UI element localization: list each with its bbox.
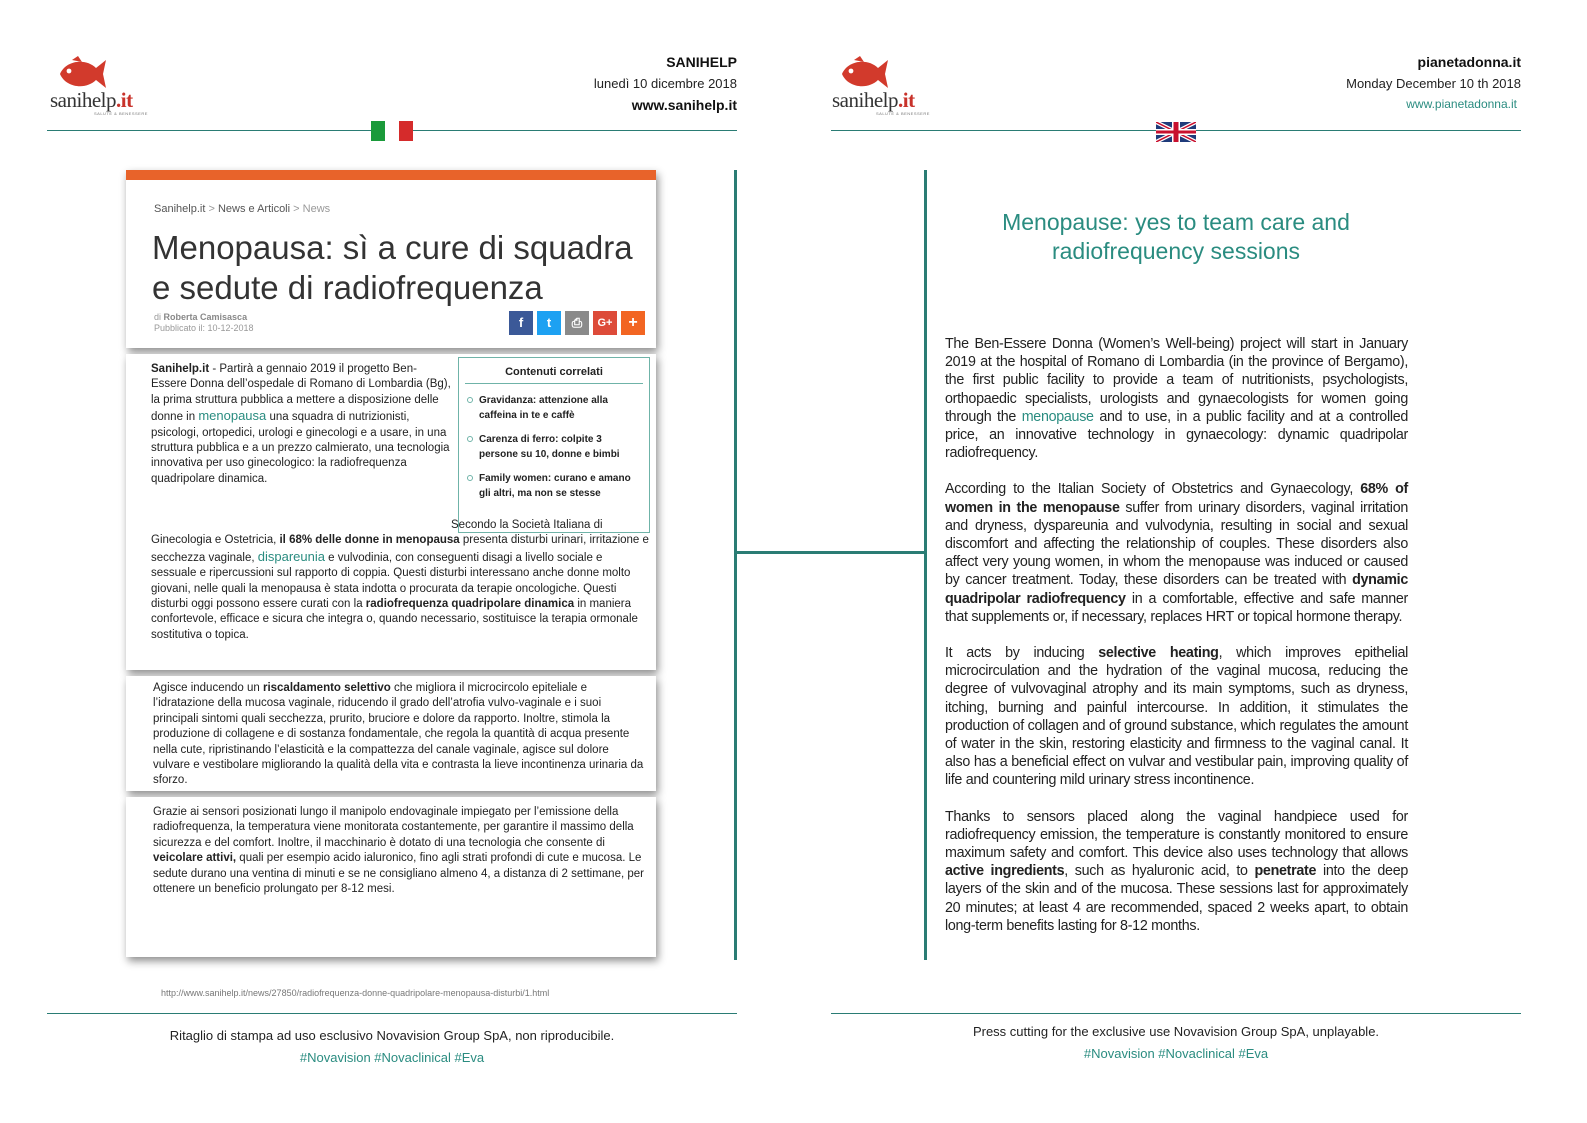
sanihelp-logo: sanihelp.it SALUTE & BENESSERE <box>50 56 150 114</box>
related-item[interactable]: Family women: curano e amano gli altri, ma non se stesse <box>465 471 643 501</box>
paragraph-2: Secondo la Società Italiana di Ginecologia e Ostetricia, il 68% delle donne in menopausa presenta disturbi urinari, irritazione e secchezza vaginale, dispareunia e vulvodinia, con conseguenti disagi a livello sociale e sessuale e ripercussioni sul rapporto di coppia. Questi disturbi interessano anche donne molto giovani, nelle quali la menopausa è stata indotta o procurata da terapie oncologiche. Questi disturbi oggi possono essere curati con la radiofrequenza quadripolare dinamica in maniera confortevole, efficace e sicura che integra o, quando necessario, sostituisce la terapia ormonale sostitutiva o topica. <box>151 519 649 641</box>
connector-line <box>736 551 926 554</box>
source-header <box>594 54 737 113</box>
source-site: www.pianetadonna.it <box>1406 97 1517 111</box>
breadcrumb-section[interactable]: News e Articoli <box>217 203 291 215</box>
footer <box>47 1025 737 1069</box>
breadcrumb: Sanihelp.it > News e Articoli > News <box>154 203 331 215</box>
article-title: Menopausa: sì a cure di squadra e sedute di radiofrequenza <box>152 229 633 306</box>
paragraph-4: Grazie ai sensori posizionati lungo il manipolo endovaginale impiegato per l’emissione della radiofrequenza, la temperatura viene monitorata costantemente, per garantire il massimo della sicurezza e del comfort. Inoltre, il macchinario è dotato di una tecnologia che consente di veicolare attivi, quali per esempio acido ialuronico, fino agli strati profondi di cute e mucosa. Le sedute durano una ventina di minuti e se ne consigliano almeno 4, a distanza di 2 settimane, per ottenere un beneficio prolungato per 8-12 mesi. <box>153 806 644 896</box>
paragraph-4: Thanks to sensors placed along the vaginal handpiece used for radiofrequency emission, the temperature is constantly monitored to ensure maximum safety and comfort. This device also uses technology that allows active ingredients, such as hyaluronic acid, to penetrate into the deep layers of the skin and of the mucosa. These sessions last for approximately 20 minutes; at least 4 are recommended, spaced 2 weeks apart, to obtain long-term benefits lasting for 8-12 months. <box>945 808 1408 934</box>
source-url[interactable]: http://www.sanihelp.it/news/27850/radiofrequenza-donne-quadripolare-menopausa-disturbi/1.html <box>161 988 550 998</box>
byline: di Roberta Camisasca Pubblicato il: 10-12-2018 <box>154 312 254 333</box>
google-plus-icon[interactable]: G+ <box>593 311 617 335</box>
breadcrumb-home[interactable]: Sanihelp.it <box>154 203 206 215</box>
right-divider-line <box>924 170 927 960</box>
menopausa-link[interactable]: menopausa <box>198 408 267 424</box>
footer-hashtags: #Novavision #Novaclinical #Eva <box>1083 1046 1269 1061</box>
footer-hashtags: #Novavision #Novaclinical #Eva <box>299 1050 485 1065</box>
footer-note: Press cutting for the exclusive use Novavision Group SpA, unplayable. <box>972 1024 1380 1039</box>
italian-flag-icon <box>371 121 413 141</box>
english-body <box>945 335 1408 953</box>
article-body-card-3 <box>126 797 656 957</box>
twitter-icon[interactable]: t <box>537 311 561 335</box>
footer-note: Ritaglio di stampa ad uso esclusivo Novavision Group SpA, non riproducibile. <box>169 1028 615 1043</box>
paragraph-3: Agisce inducendo un riscaldamento selettivo che migliora il microcircolo epiteliale e l’idratazione della mucosa vaginale, riducendo il grado dell’atrofia vulvo-vaginale e i suoi principali sintomi quali secchezza, prurito, bruciore e dolore da rapporto. Inoltre, stimola la produzione di collagene e di sostanza fondamentale, che regola la quantità di acqua presente nella cute, ripristinando l’elasticità e la compattezza del canale vaginale, agisce sul dolore vulvare e vestibolare migliorando la qualità della vita e contrasta la lieve incontinenza urinaria da sforzo. <box>153 682 644 787</box>
left-divider-line <box>734 170 737 960</box>
related-item[interactable]: Gravidanza: attenzione alla caffeina in te e caffè <box>465 393 643 423</box>
uk-flag-icon <box>1156 122 1196 142</box>
footer-rule <box>831 1013 1521 1014</box>
related-content-box <box>458 357 650 533</box>
paragraph-1: Sanihelp.it - Partirà a gennaio 2019 il progetto Ben-Essere Donna dell’ospedale di Romano di Lombardia (Bg), la prima struttura pubblica a mettere a disposizione delle donne in menopausa una squadra di nutrizionisti, psicologi, ortopedici, urologi e ginecologi e a usare, in una struttura pubblica e a un prezzo calmierato, una tecnologia innovativa per uso ginecologico: la radiofrequenza quadripolare dinamica. <box>151 363 451 485</box>
sanihelp-logo: sanihelp.it SALUTE & BENESSERE <box>832 56 932 114</box>
paragraph-1: The Ben-Essere Donna (Women’s Well-being) project will start in January 2019 at the hospital of Romano di Lombardia (in the province of Bergamo), the first public facility to provide a team of nutritionists, psychologists, orthopaedic specialists, urologists and gynaecologists for women going through the menopause and to use, in a public facility and at a controlled price, an innovative technology in gynaecology: dynamic quadripolar radiofrequency. <box>945 336 1409 462</box>
more-share-icon[interactable]: + <box>621 311 645 335</box>
print-icon[interactable]: ⎙ <box>565 311 589 335</box>
fish-icon <box>838 56 890 92</box>
paragraph-2: According to the Italian Society of Obstetrics and Gynaecology, 68% of women in the menopause suffer from urinary disorders, vaginal irritation and dryness, dyspareunia and vulvodynia, resulting in social and sexual discomfort and affecting the relationship of couples. These disorders also affect very young women, in whom the menopause was induced or caused by cancer treatment. Today, these disorders can be treated with dynamic quadripolar radiofrequency in a comfortable, effective and safe manner that supplements or, if necessary, replaces HRT or topical hormone therapy. <box>945 481 1408 625</box>
orange-top-bar <box>126 170 656 180</box>
dispareunia-link[interactable]: dispareunia <box>257 548 325 564</box>
source-site: www.sanihelp.it <box>631 97 737 113</box>
paragraph-3: It acts by inducing selective heating, which improves epithelial microcirculation and the hydration of the vaginal mucosa, reducing the degree of vulvovaginal atrophy and its main symptoms, such as dryness, itching, burning and painful intercourse. In addition, it stimulates the production of collagen and of ground substance, which regulates the amount of water in the skin, restoring elasticity and firmness to the vaginal canal. It also has a beneficial effect on vulvar and vestibular pain, improving quality of life and countering mild urinary stress incontinence. <box>945 645 1408 789</box>
footer <box>831 1021 1521 1065</box>
source-name: SANIHELP <box>666 54 737 70</box>
related-title: Contenuti correlati <box>465 358 643 384</box>
breadcrumb-current[interactable]: News <box>302 203 331 215</box>
article-body-card-2 <box>126 676 656 791</box>
fish-icon <box>56 56 108 92</box>
article-header-card <box>126 170 656 348</box>
related-item[interactable]: Carenza di ferro: colpite 3 persone su 10, donne e bimbi <box>465 432 643 462</box>
english-title: Menopause: yes to team care and radiofrequency sessions <box>1002 209 1350 264</box>
publication-date: lunedì 10 dicembre 2018 <box>593 76 737 91</box>
facebook-icon[interactable]: f <box>509 311 533 335</box>
source-name: pianetadonna.it <box>1417 54 1521 70</box>
article-body-card <box>126 354 656 670</box>
menopause-link[interactable]: menopause <box>1021 408 1094 425</box>
footer-rule <box>47 1013 737 1014</box>
publication-date: Monday December 10 th 2018 <box>1346 76 1521 91</box>
source-header <box>1346 54 1521 111</box>
